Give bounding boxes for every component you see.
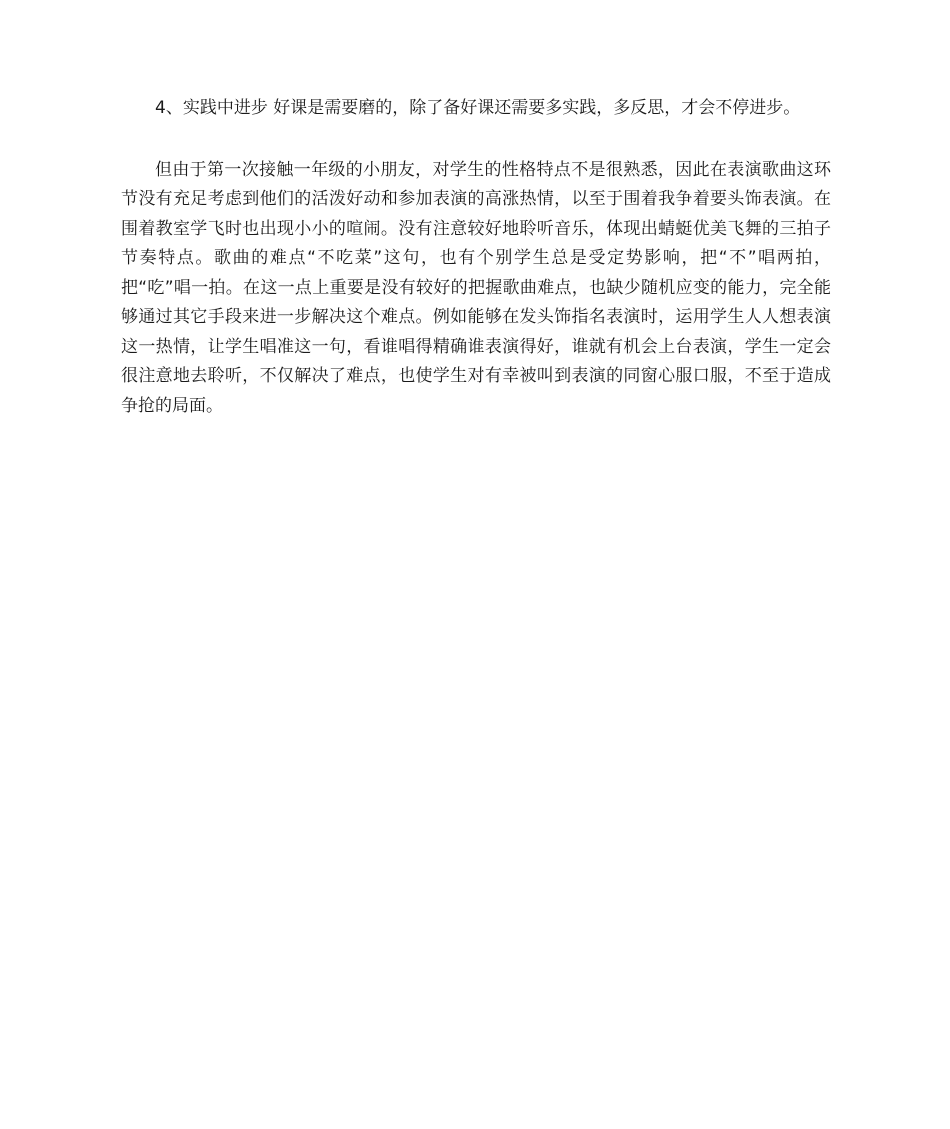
paragraph-practice-progress: 4、实践中进步 好课是需要磨的，除了备好课还需要多实践，多反思，才会不停进步。 bbox=[155, 98, 801, 118]
paragraph-spacer bbox=[121, 124, 831, 156]
paragraph-reflection: 但由于第一次接触一年级的小朋友，对学生的性格特点不是很熟悉，因此在表演歌曲这环节没有充足考虑到他们的活泼好动和参加表演的高涨热情，以至于围着我争着要头饰表演。在围着教室学飞时也出现小小的喧闹。没有注意较好地聆听音乐，体现出蜻蜓优美飞舞的三拍子节奏特点。歌曲的难点“不吃菜”这句，也有个别学生总是受定势影响，把“不”唱两拍，把“吃”唱一拍。在这一点上重要是没有较好的把握歌曲难点，也缺少随机应变的能力，完全能够通过其它手段来进一步解决这个难点。例如能够在发头饰指名表演时，运用学生人人想表演这一热情，让学生唱准这一句，看谁唱得精确谁表演得好，谁就有机会上台表演，学生一定会很注意地去聆听，不仅解决了难点，也使学生对有幸被叫到表演的同窗心服口服，不至于造成争抢的局面。 bbox=[121, 159, 831, 416]
document-body bbox=[121, 94, 831, 421]
